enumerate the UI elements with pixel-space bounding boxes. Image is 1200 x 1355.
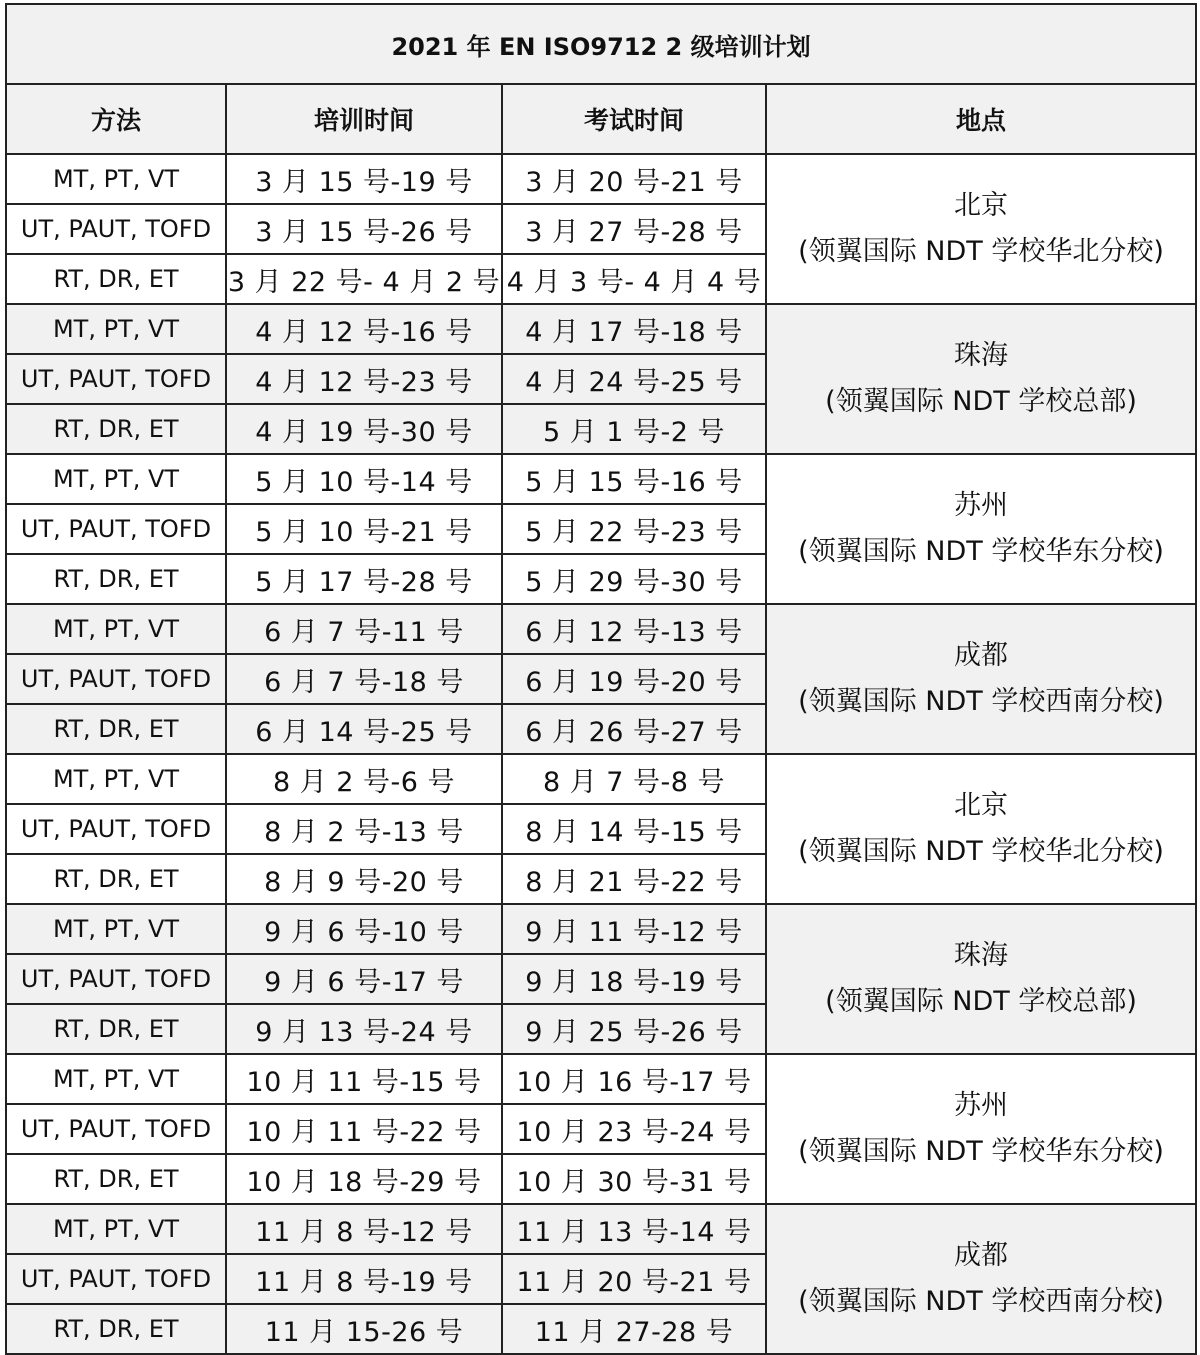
method-cell: MT, PT, VT: [6, 154, 226, 204]
location-school: (领翼国际 NDT 学校华北分校): [798, 836, 1164, 867]
method-cell: RT, DR, ET: [6, 704, 226, 754]
method-cell: MT, PT, VT: [6, 1054, 226, 1104]
table-title: 2021 年 EN ISO9712 2 级培训计划: [6, 4, 1196, 84]
method-cell: MT, PT, VT: [6, 1204, 226, 1254]
header-row: [6, 84, 1196, 154]
method-cell: RT, DR, ET: [6, 254, 226, 304]
method-cell: RT, DR, ET: [6, 1304, 226, 1354]
location-cell: [766, 454, 1196, 604]
exam-time-cell: 3 月 20 号-21 号: [502, 154, 766, 204]
location-city: 成都: [954, 640, 1009, 671]
training-time-cell: 4 月 19 号-30 号: [226, 404, 502, 454]
exam-time-cell: 5 月 22 号-23 号: [502, 504, 766, 554]
training-time-cell: 4 月 12 号-23 号: [226, 354, 502, 404]
location-school: (领翼国际 NDT 学校总部): [825, 986, 1137, 1017]
title-row: [6, 4, 1196, 84]
training-time-cell: 3 月 15 号-26 号: [226, 204, 502, 254]
location-city: 北京: [954, 190, 1009, 221]
method-cell: RT, DR, ET: [6, 404, 226, 454]
method-cell: MT, PT, VT: [6, 454, 226, 504]
method-cell: UT, PAUT, TOFD: [6, 1104, 226, 1154]
training-time-cell: 4 月 12 号-16 号: [226, 304, 502, 354]
training-time-cell: 8 月 2 号-13 号: [226, 804, 502, 854]
method-cell: UT, PAUT, TOFD: [6, 504, 226, 554]
location-cell: [766, 1054, 1196, 1204]
exam-time-cell: 8 月 14 号-15 号: [502, 804, 766, 854]
training-time-cell: 3 月 22 号- 4 月 2 号: [226, 254, 502, 304]
exam-time-cell: 5 月 1 号-2 号: [502, 404, 766, 454]
method-cell: RT, DR, ET: [6, 1154, 226, 1204]
location-school: (领翼国际 NDT 学校华东分校): [798, 1136, 1164, 1167]
exam-time-cell: 10 月 16 号-17 号: [502, 1054, 766, 1104]
training-time-cell: 9 月 13 号-24 号: [226, 1004, 502, 1054]
exam-time-cell: 4 月 3 号- 4 月 4 号: [502, 254, 766, 304]
header-exam-time: 考试时间: [502, 84, 766, 154]
location-city: 北京: [954, 790, 1009, 821]
location-city: 珠海: [954, 940, 1009, 971]
training-time-cell: 10 月 18 号-29 号: [226, 1154, 502, 1204]
training-schedule-table: [5, 3, 1197, 1355]
exam-time-cell: 11 月 20 号-21 号: [502, 1254, 766, 1304]
training-time-cell: 11 月 8 号-19 号: [226, 1254, 502, 1304]
exam-time-cell: 11 月 13 号-14 号: [502, 1204, 766, 1254]
training-time-cell: 6 月 7 号-18 号: [226, 654, 502, 704]
exam-time-cell: 9 月 25 号-26 号: [502, 1004, 766, 1054]
method-cell: RT, DR, ET: [6, 854, 226, 904]
location-school: (领翼国际 NDT 学校总部): [825, 386, 1137, 417]
table-row: [6, 304, 1196, 354]
training-time-cell: 9 月 6 号-17 号: [226, 954, 502, 1004]
method-cell: UT, PAUT, TOFD: [6, 1254, 226, 1304]
exam-time-cell: 5 月 29 号-30 号: [502, 554, 766, 604]
location-cell: [766, 904, 1196, 1054]
location-school: (领翼国际 NDT 学校华东分校): [798, 536, 1164, 567]
training-time-cell: 6 月 7 号-11 号: [226, 604, 502, 654]
method-cell: UT, PAUT, TOFD: [6, 804, 226, 854]
table-row: [6, 904, 1196, 954]
training-time-cell: 5 月 17 号-28 号: [226, 554, 502, 604]
training-time-cell: 8 月 2 号-6 号: [226, 754, 502, 804]
location-school: (领翼国际 NDT 学校西南分校): [798, 1286, 1164, 1317]
training-time-cell: 11 月 8 号-12 号: [226, 1204, 502, 1254]
training-time-cell: 9 月 6 号-10 号: [226, 904, 502, 954]
table-row: [6, 1204, 1196, 1254]
exam-time-cell: 10 月 30 号-31 号: [502, 1154, 766, 1204]
method-cell: UT, PAUT, TOFD: [6, 954, 226, 1004]
exam-time-cell: 11 月 27-28 号: [502, 1304, 766, 1354]
location-school: (领翼国际 NDT 学校华北分校): [798, 236, 1164, 267]
location-cell: [766, 304, 1196, 454]
header-method: 方法: [6, 84, 226, 154]
location-city: 苏州: [954, 490, 1009, 521]
method-cell: MT, PT, VT: [6, 904, 226, 954]
header-location: 地点: [766, 84, 1196, 154]
training-time-cell: 3 月 15 号-19 号: [226, 154, 502, 204]
exam-time-cell: 8 月 7 号-8 号: [502, 754, 766, 804]
location-cell: [766, 1204, 1196, 1354]
method-cell: RT, DR, ET: [6, 554, 226, 604]
header-training-time: 培训时间: [226, 84, 502, 154]
exam-time-cell: 8 月 21 号-22 号: [502, 854, 766, 904]
exam-time-cell: 6 月 26 号-27 号: [502, 704, 766, 754]
location-cell: [766, 604, 1196, 754]
method-cell: UT, PAUT, TOFD: [6, 354, 226, 404]
location-city: 苏州: [954, 1090, 1009, 1121]
exam-time-cell: 9 月 11 号-12 号: [502, 904, 766, 954]
exam-time-cell: 5 月 15 号-16 号: [502, 454, 766, 504]
training-time-cell: 11 月 15-26 号: [226, 1304, 502, 1354]
location-cell: [766, 154, 1196, 304]
exam-time-cell: 3 月 27 号-28 号: [502, 204, 766, 254]
method-cell: MT, PT, VT: [6, 304, 226, 354]
exam-time-cell: 4 月 24 号-25 号: [502, 354, 766, 404]
training-time-cell: 8 月 9 号-20 号: [226, 854, 502, 904]
table-row: [6, 454, 1196, 504]
method-cell: RT, DR, ET: [6, 1004, 226, 1054]
training-time-cell: 5 月 10 号-14 号: [226, 454, 502, 504]
schedule-body: [6, 154, 1196, 1354]
exam-time-cell: 10 月 23 号-24 号: [502, 1104, 766, 1154]
method-cell: MT, PT, VT: [6, 754, 226, 804]
location-cell: [766, 754, 1196, 904]
exam-time-cell: 6 月 12 号-13 号: [502, 604, 766, 654]
training-time-cell: 10 月 11 号-15 号: [226, 1054, 502, 1104]
method-cell: MT, PT, VT: [6, 604, 226, 654]
table-row: [6, 1054, 1196, 1104]
training-time-cell: 10 月 11 号-22 号: [226, 1104, 502, 1154]
exam-time-cell: 6 月 19 号-20 号: [502, 654, 766, 704]
location-school: (领翼国际 NDT 学校西南分校): [798, 686, 1164, 717]
method-cell: UT, PAUT, TOFD: [6, 654, 226, 704]
table-row: [6, 604, 1196, 654]
location-city: 珠海: [954, 340, 1009, 371]
table-row: [6, 754, 1196, 804]
method-cell: UT, PAUT, TOFD: [6, 204, 226, 254]
exam-time-cell: 4 月 17 号-18 号: [502, 304, 766, 354]
table-row: [6, 154, 1196, 204]
training-time-cell: 5 月 10 号-21 号: [226, 504, 502, 554]
training-time-cell: 6 月 14 号-25 号: [226, 704, 502, 754]
location-city: 成都: [954, 1240, 1009, 1271]
exam-time-cell: 9 月 18 号-19 号: [502, 954, 766, 1004]
